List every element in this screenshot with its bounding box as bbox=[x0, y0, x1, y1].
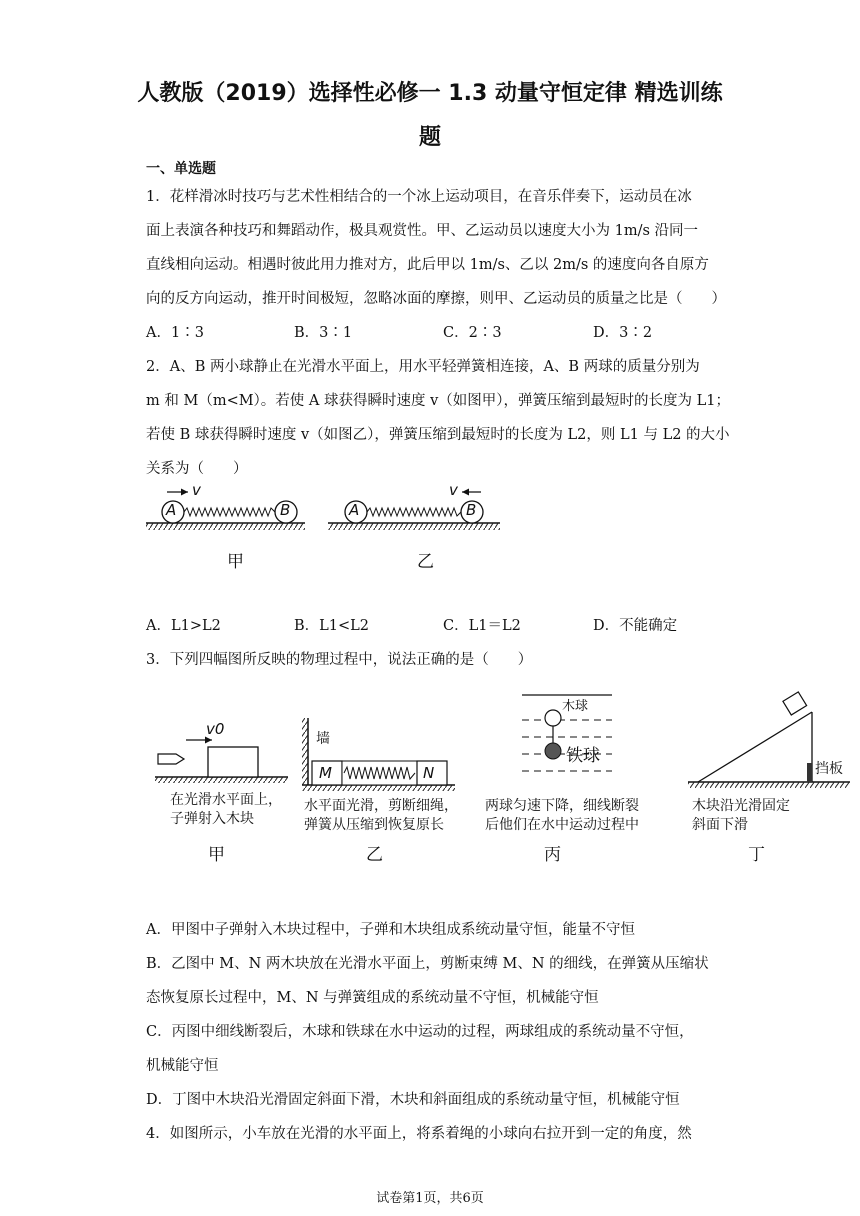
q1-line-3: 直线相向运动。相遇时彼此用力推对方，此后甲以 1m/s、乙以 2m/s 的速度向各自原方 bbox=[146, 257, 709, 273]
q2-ball-a-right-label: A bbox=[349, 501, 360, 519]
q3-label-jia: 甲 bbox=[208, 845, 225, 865]
q1-option-b[interactable]: B．3∶1 bbox=[294, 325, 353, 341]
q1-option-c[interactable]: C．2∶3 bbox=[443, 325, 502, 341]
q1-line-1: 1．花样滑冰时技巧与艺术性相结合的一个冰上运动项目，在音乐伴奏下，运动员在冰 bbox=[146, 189, 692, 205]
q3-block-m-label: M bbox=[319, 764, 332, 782]
spring-left bbox=[184, 508, 275, 516]
section-heading: 一、单选题 bbox=[146, 161, 216, 177]
q2-option-d[interactable]: D．不能确定 bbox=[593, 618, 678, 634]
q4-line-1: 4．如图所示，小车放在光滑的水平面上，将系着绳的小球向右拉开到一定的角度，然 bbox=[146, 1126, 692, 1142]
q3-bing-caption-1: 两球匀速下降，细线断裂 bbox=[485, 798, 639, 814]
q3-option-c-line-1[interactable]: C．丙图中细线断裂后，木球和铁球在水中运动的过程，两球组成的系统动量不守恒， bbox=[146, 1024, 694, 1040]
q2-option-a[interactable]: A．L1>L2 bbox=[146, 618, 221, 634]
q3-yi-caption-1: 水平面光滑，剪断细绳， bbox=[304, 798, 458, 814]
q2-ball-b-right-label: B bbox=[466, 501, 477, 519]
q2-ball-a-left-label: A bbox=[166, 501, 177, 519]
q3-label-ding: 丁 bbox=[748, 845, 765, 865]
q3-option-b-line-2[interactable]: 态恢复原长过程中，M、N 与弹簧组成的系统动量不守恒，机械能守恒 bbox=[146, 990, 599, 1006]
q3-yi-caption-2: 弹簧从压缩到恢复原长 bbox=[304, 817, 444, 833]
q2-label-jia: 甲 bbox=[227, 552, 244, 572]
baffle bbox=[807, 763, 812, 782]
q3-iron-ball-label: 铁球 bbox=[566, 746, 600, 766]
q1-option-a[interactable]: A．1∶3 bbox=[146, 325, 204, 341]
q2-velocity-right: v bbox=[449, 481, 458, 499]
q3-ding-caption-2: 斜面下滑 bbox=[692, 817, 748, 833]
q3-fig-jia bbox=[155, 737, 288, 784]
q3-v0-label: v0 bbox=[206, 720, 225, 738]
q2-label-yi: 乙 bbox=[417, 552, 434, 572]
q3-bing-caption-2: 后他们在水中运动过程中 bbox=[485, 817, 639, 833]
q3-jia-caption-1: 在光滑水平面上， bbox=[170, 792, 282, 808]
q3-baffle-label: 挡板 bbox=[815, 761, 843, 777]
q2-velocity-left: v bbox=[192, 481, 201, 499]
q1-line-2: 面上表演各种技巧和舞蹈动作，极具观赏性。甲、乙运动员以速度大小为 1m/s 沿同一 bbox=[146, 223, 699, 239]
wood-block bbox=[208, 747, 258, 777]
q3-wall-label: 墙 bbox=[316, 731, 330, 747]
q2-ball-b-left-label: B bbox=[280, 501, 291, 519]
q3-label-yi: 乙 bbox=[366, 845, 383, 865]
bullet-icon bbox=[158, 754, 184, 764]
q3-option-a[interactable]: A．甲图中子弹射入木块过程中，子弹和木块组成系统动量守恒，能量不守恒 bbox=[146, 922, 635, 938]
wood-ball bbox=[545, 710, 561, 726]
q3-figures bbox=[0, 690, 860, 810]
q3-option-b-line-1[interactable]: B．乙图中 M、N 两木块放在光滑水平面上，剪断束缚 M、N 的细线，在弹簧从压缩状 bbox=[146, 956, 709, 972]
sliding-block bbox=[783, 692, 807, 715]
q1-line-4: 向的反方向运动，推开时间极短，忽略冰面的摩擦，则甲、乙运动员的质量之比是（ ） bbox=[146, 291, 726, 307]
page-title-line1: 人教版（2019）选择性必修一 1.3 动量守恒定律 精选训练 bbox=[137, 81, 723, 106]
q3-option-d[interactable]: D．丁图中木块沿光滑固定斜面下滑，木块和斜面组成的系统动量守恒，机械能守恒 bbox=[146, 1092, 680, 1108]
iron-ball bbox=[545, 743, 561, 759]
page-footer: 试卷第1页，共6页 bbox=[376, 1191, 484, 1206]
q3-ding-caption-1: 木块沿光滑固定 bbox=[692, 798, 790, 814]
q3-block-n-label: N bbox=[423, 764, 435, 782]
page-title-line2: 题 bbox=[418, 125, 441, 150]
incline bbox=[698, 712, 812, 782]
spring-right bbox=[367, 508, 461, 516]
q3-jia-caption-2: 子弹射入木块 bbox=[170, 811, 254, 827]
q3-wood-ball-label: 木球 bbox=[562, 699, 589, 714]
q3-stem: 3．下列四幅图所反映的物理过程中，说法正确的是（ ） bbox=[146, 652, 533, 668]
q1-option-d[interactable]: D．3∶2 bbox=[593, 325, 653, 341]
q2-line-4: 关系为（ ） bbox=[146, 461, 248, 477]
q3-option-c-line-2[interactable]: 机械能守恒 bbox=[146, 1058, 219, 1074]
q2-option-b[interactable]: B．L1<L2 bbox=[294, 618, 370, 634]
q2-line-1: 2．A、B 两小球静止在光滑水平面上，用水平轻弹簧相连接，A、B 两球的质量分别为 bbox=[146, 359, 700, 375]
q2-option-c[interactable]: C．L1＝L2 bbox=[443, 618, 521, 634]
q2-line-3: 若使 B 球获得瞬时速度 v（如图乙），弹簧压缩到最短时的长度为 L2，则 L1 与 L2 的大小 bbox=[146, 427, 730, 443]
q3-label-bing: 丙 bbox=[544, 845, 561, 865]
q2-line-2: m 和 M（m<M）。若使 A 球获得瞬时速度 v（如图甲），弹簧压缩到最短时的长度为 L1； bbox=[146, 393, 731, 409]
